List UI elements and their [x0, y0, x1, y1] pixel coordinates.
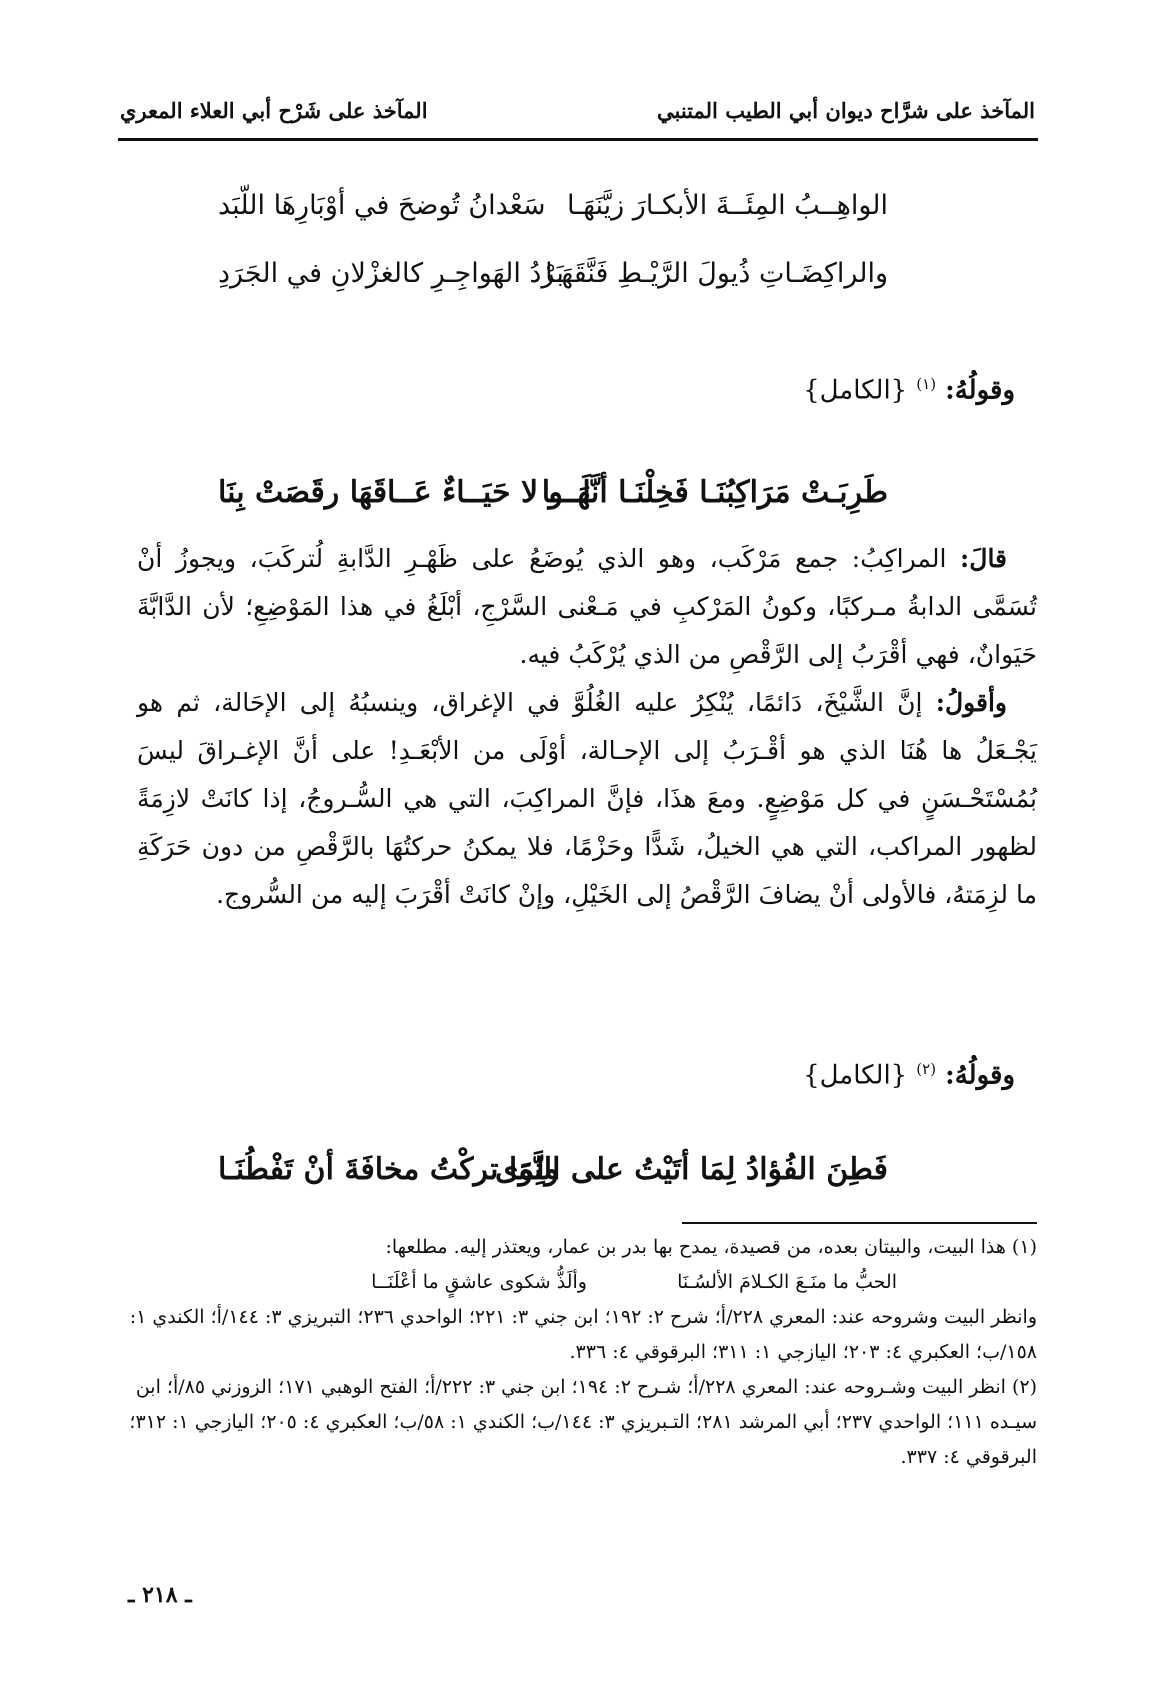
footnote-verse-second: وألَذُّ شكوى عاشقٍ ما أعْلَنَــا	[371, 1271, 587, 1293]
commentary	[137, 535, 1037, 919]
verse-second-hemistich: ولِمَا تركْتُ مخافَةَ أنْ تَفْطُنَـا	[218, 1152, 560, 1187]
verse-first-hemistich: الواهِــبُ المِئَــةَ الأبكـارَ زيَّنَهَـا	[566, 190, 888, 221]
paragraph-text: المراكِبُ: جمع مَرْكَب، وهو الذي يُوضَعُ على ظَهْـرِ الدَّابةِ لُتركَبَ، ويجوزُ أنْ تُسَمَّى الدابةُ مـركبًا، وكونُ المَرْكبِ في مَـعْنى السَّرْجِ، أبْلَغُ في هذا المَوْضِعِ؛ لأن الدَّابَّةَ حَيَوانٌ، فهي أقْرَبُ إلى الرَّقْصِ من الذي يُرْكَبُ فيه.	[137, 544, 1037, 669]
footnote-ref[interactable]: (٢)	[916, 1060, 937, 1078]
paragraph-text: إنَّ الشَّيْخَ، دَائمًا، يُنْكِرُ عليه الغُلُوَّ في الإغراق، وينسبُهُ إلى الإحَالة، ثم هو يَجْـعَلُ ها هُنَا الذي هو أقْـرَبُ إلى الإحـالة، أوْلَى من الأبْعَـدِ! على أنَّ الإغـراقَ ليسَ بُمُسْتَحْـسَنٍ في كل مَوْضِعٍ. ومعَ هذَا، فإنَّ المراكِبَ، التي هي السُّـروجُ، إذا كانَتْ لازِمَةً لظهور المراكب، التي هي الخيلُ، شَدًّا وحَزْمًا، فلا يمكنُ حركتُهَا بالرَّقْصِ من دون حَرَكَةِ ما لزِمَتهُ، فالأولى أنْ يضافَ الرَّقْصُ إلى الخَيْلِ، وإنْ كانَتْ أقْرَبَ إليه من السُّروج.	[137, 688, 1037, 909]
verse-line	[118, 190, 1038, 238]
footnote-verse	[127, 1265, 1037, 1300]
footnote-ref[interactable]: (١)	[916, 375, 937, 393]
intro-word: وقولُهُ:	[945, 1060, 1015, 1091]
verse-first-hemistich: والراكِضَـاتِ ذُيولَ الرَّيْـطِ فَنَّقَهَـا	[545, 258, 888, 289]
paragraph-lead: قالَ:	[960, 544, 1008, 573]
footnote-1-intro: (١) هذا البيت، والبيتان بعده، من قصيدة، يمدح بها بدر بن عمار، ويعتذر إليه. مطلعها:	[385, 1236, 1037, 1258]
meter-label: {الكامل}	[803, 1060, 908, 1091]
page-number: ـ ٢١٨ ـ	[128, 1582, 192, 1608]
meter-label: {الكامل}	[803, 375, 908, 406]
verse-second-hemistich: سَعْدانُ تُوضحَ في أوْبَارِهَا اللّبَد	[218, 190, 546, 221]
verse-intro	[803, 1060, 1015, 1091]
paragraph-lead: وأقولُ:	[935, 688, 1007, 717]
footnote-1-sources: وانظر البيت وشروحه عند: المعري ٢٢٨/أ؛ شرح ٢: ١٩٢؛ ابن جني ٣: ٢٢١؛ الواحدي ٢٣٦؛ التبريزي ٣: ١٤٤/أ؛ الكندي ١: ١٥٨/ب؛ العكبري ٤: ٢٠٣؛ اليازجي ١: ٣١١؛ البرقوقي ٤: ٣٣٦.	[129, 1306, 1037, 1363]
verse-line	[118, 258, 1038, 306]
verse-line	[118, 1152, 1038, 1200]
verse-first-hemistich: طَرِبَـتْ مَرَاكِبُنَـا فَخِلْنَـا أنَّهَـــا	[541, 475, 888, 510]
footnote-verse-first: الحبُّ ما منَـعَ الكـلامَ الألسُـنَا	[677, 1271, 897, 1293]
verse-line	[118, 475, 1038, 523]
commentary-paragraph	[137, 535, 1037, 679]
header-chapter-title: المآخذ على شَرْح أبي العلاء المعري	[120, 98, 428, 123]
verse-second-hemistich: لَــو لا حَيَــاءٌ عَــاقَهَا رقَصَتْ بِنَا	[218, 475, 591, 510]
header-rule	[118, 138, 1038, 141]
verse-intro	[803, 375, 1015, 406]
running-header	[120, 88, 1035, 134]
footnotes	[127, 1230, 1037, 1475]
verse-second-hemistich: بَرْدُ الهَواجِـرِ كالغزْلانِ في الجَرَدِ	[218, 258, 564, 289]
footnote-2: (٢) انظر البيت وشـروحه عند: المعري ٢٢٨/أ؛ شـرح ٢: ١٩٤؛ ابن جني ٣: ٢٢٢/أ؛ الفتح الوهبي ١٧١؛ الزوزني ٨٥/أ؛ ابن سيـده ١١١؛ الواحدي ٢٣٧؛ أبي المرشد ٢٨١؛ التـبريزي ٣: ١٤٤/ب؛ الكندي ١: ٥٨/ب؛ العكبري ٤: ٢٠٥؛ اليازجي ١: ٣١٢؛ البرقوقي ٤: ٣٣٧.	[129, 1376, 1037, 1468]
intro-word: وقولُهُ:	[945, 375, 1015, 406]
footnote-rule	[682, 1222, 1037, 1224]
header-book-title: المآخذ على شرَّاح ديوان أبي الطيب المتنبي	[657, 98, 1035, 123]
verse-first-hemistich: فَطِنَ الفُؤادُ لِمَا أتَيْتُ على النَّوَى	[494, 1152, 888, 1187]
commentary-paragraph	[137, 679, 1037, 919]
